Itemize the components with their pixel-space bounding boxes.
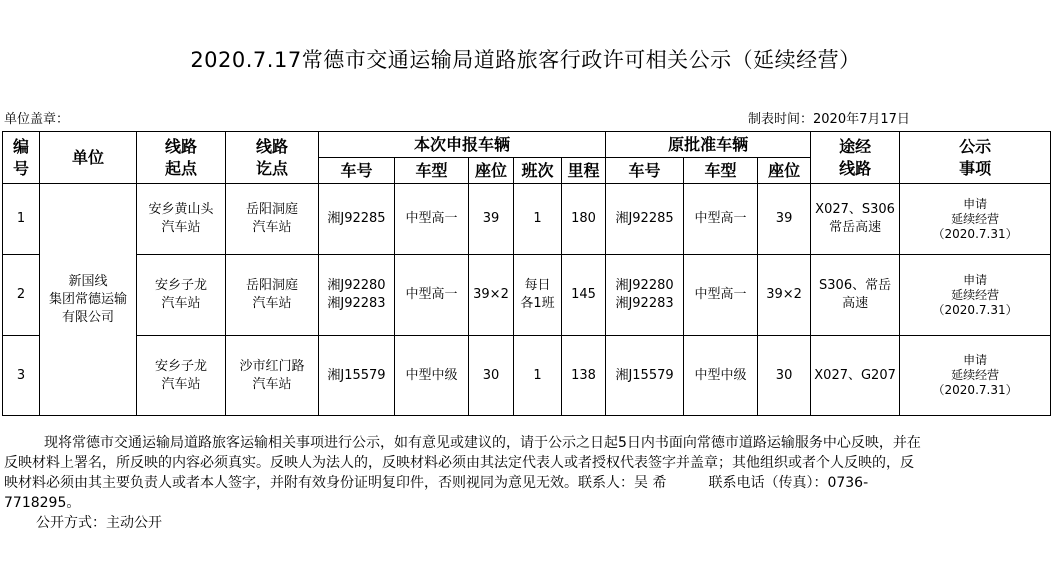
orig-seats: 39 [758,184,811,255]
header-end: 线路 讫点 [226,132,319,184]
header-no: 编 号 [3,132,40,184]
table-row [3,336,1051,416]
unit-name: 新国线 集团常德运输 有限公司 [40,184,137,416]
orig-plate: 湘J92285 [606,184,684,255]
route-start: 安乡子龙 汽车站 [137,336,226,416]
vehicle-plate: 湘J92280 湘J92283 [319,255,395,336]
orig-seats: 39×2 [758,255,811,336]
route-via: X027、G207 [811,336,900,416]
header-plate: 车号 [319,158,395,184]
notice-item: 申请 延续经营 （2020.7.31） [900,184,1051,255]
row-no: 1 [3,184,40,255]
vehicle-seats: 39 [469,184,514,255]
header-original-vehicles: 原批准车辆 [606,132,811,158]
route-start: 安乡子龙 汽车站 [137,255,226,336]
vehicle-shifts: 1 [514,184,562,255]
vehicle-model: 中型高一 [395,184,469,255]
permit-table [2,131,1051,416]
vehicle-shifts: 1 [514,336,562,416]
route-via: X027、S306 常岳高速 [811,184,900,255]
orig-seats: 30 [758,336,811,416]
header-seats: 座位 [469,158,514,184]
header-start: 线路 起点 [137,132,226,184]
header-model: 车型 [395,158,469,184]
orig-model: 中型高一 [684,184,758,255]
route-end: 岳阳洞庭 汽车站 [226,255,319,336]
header-shifts: 班次 [514,158,562,184]
vehicle-model: 中型中级 [395,336,469,416]
vehicle-seats: 30 [469,336,514,416]
header-orig-plate: 车号 [606,158,684,184]
header-current-vehicles: 本次申报车辆 [319,132,606,158]
vehicle-plate: 湘J92285 [319,184,395,255]
table-row [3,184,1051,255]
orig-plate: 湘J15579 [606,336,684,416]
vehicle-seats: 39×2 [469,255,514,336]
orig-model: 中型中级 [684,336,758,416]
vehicle-plate: 湘J15579 [319,336,395,416]
notice-item: 申请 延续经营 （2020.7.31） [900,255,1051,336]
route-mileage: 180 [562,184,606,255]
route-via: S306、常岳 高速 [811,255,900,336]
disclosure-method: 公开方式：主动公开 [36,515,162,531]
notice-paragraph: 现将常德市交通运输局道路旅客运输相关事项进行公示，如有意见或建议的，请于公示之日起5日内书面向常德市道路运输服务中心反映，并在 反映材料上署名，所反映的内容必须真实。反映人为法人的，反映材料必须由其法定代表人或者授权代表签字并盖章；其他组织或者个人反映的，反 映材料必须由其主要负责人或者本人签字，并附有效身份证明复印件，否则视同为意见无效。联系人：吴 希 联系电话（传真）：0736- 7718295。 [4,435,921,511]
header-notice: 公示 事项 [900,132,1051,184]
row-no: 2 [3,255,40,336]
header-route: 途经 线路 [811,132,900,184]
unit-seal-label: 单位盖章： [4,112,70,127]
made-time: 制表时间：2020年7月17日 [748,112,910,127]
notice-item: 申请 延续经营 （2020.7.31） [900,336,1051,416]
orig-plate: 湘J92280 湘J92283 [606,255,684,336]
header-unit: 单位 [40,132,137,184]
table-row [3,255,1051,336]
page-title: 2020.7.17常德市交通运输局道路旅客行政许可相关公示（延续经营） [190,48,861,72]
route-end: 岳阳洞庭 汽车站 [226,184,319,255]
header-orig-seats: 座位 [758,158,811,184]
orig-model: 中型高一 [684,255,758,336]
route-mileage: 138 [562,336,606,416]
row-no: 3 [3,336,40,416]
route-mileage: 145 [562,255,606,336]
header-orig-model: 车型 [684,158,758,184]
vehicle-shifts: 每日 各1班 [514,255,562,336]
header-mileage: 里程 [562,158,606,184]
route-start: 安乡黄山头 汽车站 [137,184,226,255]
vehicle-model: 中型高一 [395,255,469,336]
route-end: 沙市红门路 汽车站 [226,336,319,416]
